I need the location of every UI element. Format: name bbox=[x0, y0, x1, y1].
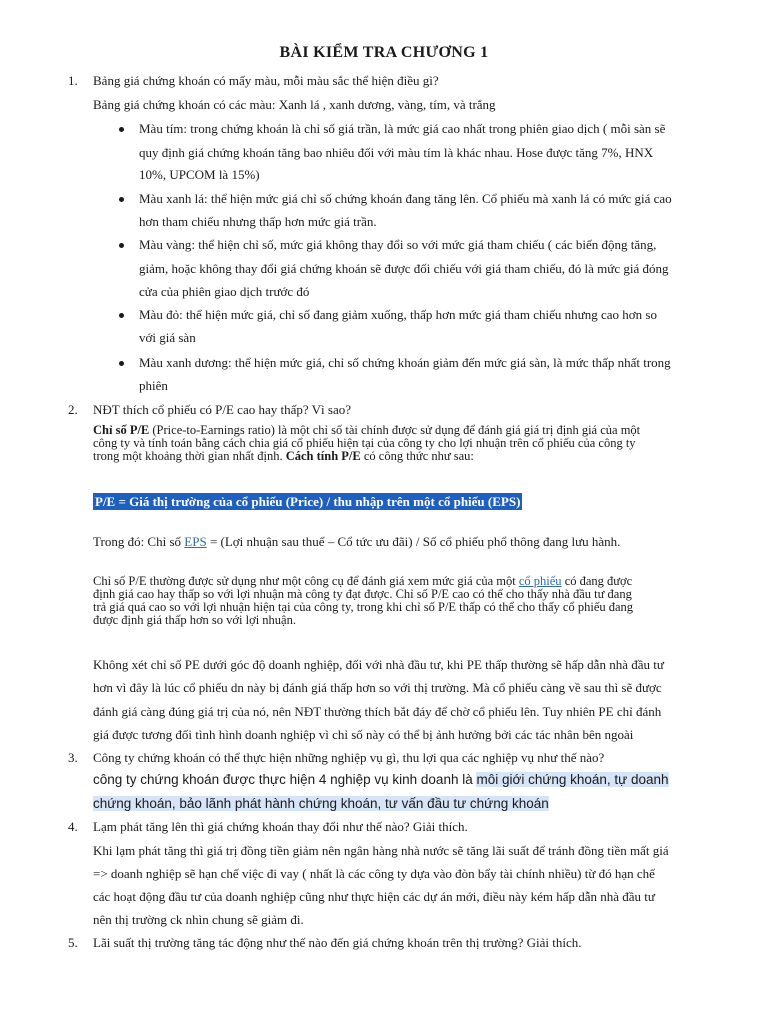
q4-number: 4. bbox=[68, 819, 78, 834]
q1-bullet4-line2: với giá sàn bbox=[139, 330, 196, 345]
pe-usage-line2: định giá cao hay thấp so với lợi nhuận mà công ty đạt được. Chỉ số P/E cao có thể cho thấy nhà đầu tư đang bbox=[93, 587, 632, 601]
pe-usage-line3: trả giá quá cao so với lợi nhuận hiện tại của công ty, trong khi chỉ số P/E thấp có thể cho thấy cổ phiếu đang bbox=[93, 600, 634, 614]
q1-bullet2-line2: hơn tham chiếu nhưng thấp hơn mức giá trần. bbox=[139, 214, 377, 229]
bullet-icon bbox=[119, 313, 124, 318]
pe-calc-heading: Cách tính P/E bbox=[285, 449, 361, 463]
bullet-icon bbox=[119, 243, 124, 248]
document-title: BÀI KIỂM TRA CHƯƠNG 1 bbox=[279, 44, 489, 61]
pe-conclusion-line3: đánh giá càng đúng giá trị của nó, nên NĐT thường thích bắt đáy để chờ cổ phiếu lên. Tuy nhiên PE chỉ đánh bbox=[93, 704, 662, 719]
pe-usage-text: có đang được bbox=[561, 574, 633, 588]
q1-bullet4-line1: Màu đỏ: thể hiện mức giá, chỉ số đang giảm xuống, thấp hơn mức giá tham chiếu nhưng cao hơn so bbox=[139, 307, 657, 322]
pe-definition-line2: công ty và tính toán bằng cách chia giá cổ phiếu hiện tại của công ty cho lợi nhuận trên cổ phiếu của công ty bbox=[93, 436, 636, 450]
q3-answer-line2 bbox=[93, 795, 549, 813]
pe-definition-text: (Price-to-Earnings ratio) là một chỉ số tài chính được sử dụng để đánh giá giá trị định giá của một bbox=[149, 423, 641, 437]
pe-formula-line bbox=[93, 494, 522, 510]
q1-bullet3-line2: giảm, hoặc không thay đổi giá chứng khoán sẽ được đối chiếu với giá tham chiếu, đó là mức giá đóng bbox=[139, 261, 669, 276]
pe-conclusion-line2: hơn vì đây là lúc cổ phiếu dn này bị đánh giá thấp hơn so với thị trường. Mà cổ phiếu càng về sau thì sẽ được bbox=[93, 680, 662, 695]
q1-number: 1. bbox=[68, 73, 78, 88]
pe-definition-text: có công thức như sau: bbox=[360, 449, 474, 463]
q1-bullet1-line2: quy định giá chứng khoán tăng bao nhiêu đối với màu tím là khác nhau. Hose được tăng 7%, HNX bbox=[139, 145, 654, 160]
q3-number: 3. bbox=[68, 750, 78, 765]
q4-answer-line4: nên thị trường ck nhìn chung sẽ giảm đi. bbox=[93, 912, 304, 927]
q1-bullet5-line2: phiên bbox=[139, 378, 168, 393]
q5-question: Lãi suất thị trường tăng tác động như thế nào đến giá chứng khoán trên thị trường? Giải thích. bbox=[93, 935, 582, 950]
q3-answer-highlight: môi giới chứng khoán, tự doanh bbox=[476, 772, 669, 787]
bullet-icon bbox=[119, 127, 124, 132]
q1-bullet2-line1: Màu xanh lá: thể hiện mức giá chỉ số chứng khoán đang tăng lên. Cổ phiếu mà xanh lá có mức giá cao bbox=[139, 191, 672, 206]
eps-definition-line bbox=[93, 534, 620, 550]
pe-definition-line3 bbox=[93, 450, 474, 463]
eps-definition-text: Trong đó: Chỉ số bbox=[93, 534, 185, 549]
q3-answer-highlight: chứng khoán, bảo lãnh phát hành chứng khoán, tư vấn đầu tư chứng khoán bbox=[93, 796, 549, 811]
q1-bullet5-line1: Màu xanh dương: thể hiện mức giá, chỉ số chứng khoán giảm đến mức giá sàn, là mức thấp nhất trong bbox=[139, 355, 671, 370]
q1-answer-intro: Bảng giá chứng khoán có các màu: Xanh lá , xanh dương, vàng, tím, và trắng bbox=[93, 97, 496, 112]
q3-answer-text: công ty chứng khoán được thực hiện 4 nghiệp vụ kinh doanh là bbox=[93, 772, 477, 787]
pe-definition-text: trong một khoảng thời gian nhất định. bbox=[93, 449, 286, 463]
bullet-icon bbox=[119, 197, 124, 202]
pe-conclusion-line4: giá được tương đối tình hình doanh nghiệp vì chỉ số này có thể bị ảnh hưởng bởi các tác nhân bên ngoài bbox=[93, 727, 634, 742]
q4-question: Lạm phát tăng lên thì giá chứng khoán thay đổi như thế nào? Giải thích. bbox=[93, 819, 468, 834]
eps-link[interactable]: EPS bbox=[184, 534, 207, 549]
stock-link[interactable]: cổ phiếu bbox=[518, 574, 562, 588]
pe-usage-line4: được định giá thấp hơn so với lợi nhuận. bbox=[93, 613, 296, 627]
pe-definition-term: Chỉ số P/E bbox=[93, 423, 150, 437]
q4-answer-line2: => doanh nghiệp sẽ hạn chế việc đi vay ( nhất là các công ty dựa vào đòn bẩy tài chính nhiều) từ đó hạn chế bbox=[93, 866, 655, 881]
pe-conclusion-line1: Không xét chỉ số PE dưới góc độ doanh nghiệp, đối với nhà đầu tư, khi PE thấp thường sẽ hấp dẫn nhà đầu tư bbox=[93, 657, 664, 672]
q2-question: NĐT thích cổ phiếu có P/E cao hay thấp? Vì sao? bbox=[93, 402, 352, 417]
q3-answer-line1 bbox=[93, 771, 669, 789]
q3-question: Công ty chứng khoán có thể thực hiện những nghiệp vụ gì, thu lợi qua các nghiệp vụ như thế nào? bbox=[93, 750, 605, 765]
eps-definition-text: = (Lợi nhuận sau thuế – Cổ tức ưu đãi) / Số cổ phiếu phổ thông đang lưu hành. bbox=[206, 534, 621, 549]
q2-number: 2. bbox=[68, 402, 78, 417]
q1-question: Bảng giá chứng khoán có mấy màu, mỗi màu sắc thể hiện điều gì? bbox=[93, 73, 439, 88]
q1-bullet1-line1: Màu tím: trong chứng khoán là chỉ số giá trần, là mức giá cao nhất trong phiên giao dịch ( mỗi sàn sẽ bbox=[139, 121, 666, 136]
pe-usage-text: Chỉ số P/E thường được sử dụng như một công cụ để đánh giá xem mức giá của một bbox=[93, 574, 519, 588]
q4-answer-line1: Khi lạm phát tăng thì giá trị đồng tiền giảm nên ngân hàng nhà nước sẽ tăng lãi suất để tránh đồng tiền mất giá bbox=[93, 843, 669, 858]
q1-bullet1-line3: 10%, UPCOM là 15%) bbox=[139, 167, 260, 182]
q4-answer-line3: các hoạt động đầu tư của doanh nghiệp cũng như thực hiện các dự án mới, điều này kém hấp dẫn nhà đầu tư bbox=[93, 889, 655, 904]
q1-bullet3-line1: Màu vàng: thể hiện chỉ số, mức giá không thay đổi so với mức giá tham chiếu ( các biến động tăng, bbox=[139, 237, 657, 252]
bullet-icon bbox=[119, 361, 124, 366]
q5-number: 5. bbox=[68, 935, 78, 950]
pe-formula: P/E = Giá thị trường của cổ phiếu (Price) / thu nhập trên một cổ phiếu (EPS) bbox=[95, 494, 521, 509]
q1-bullet3-line3: cửa của phiên giao dịch trước đó bbox=[139, 284, 310, 299]
